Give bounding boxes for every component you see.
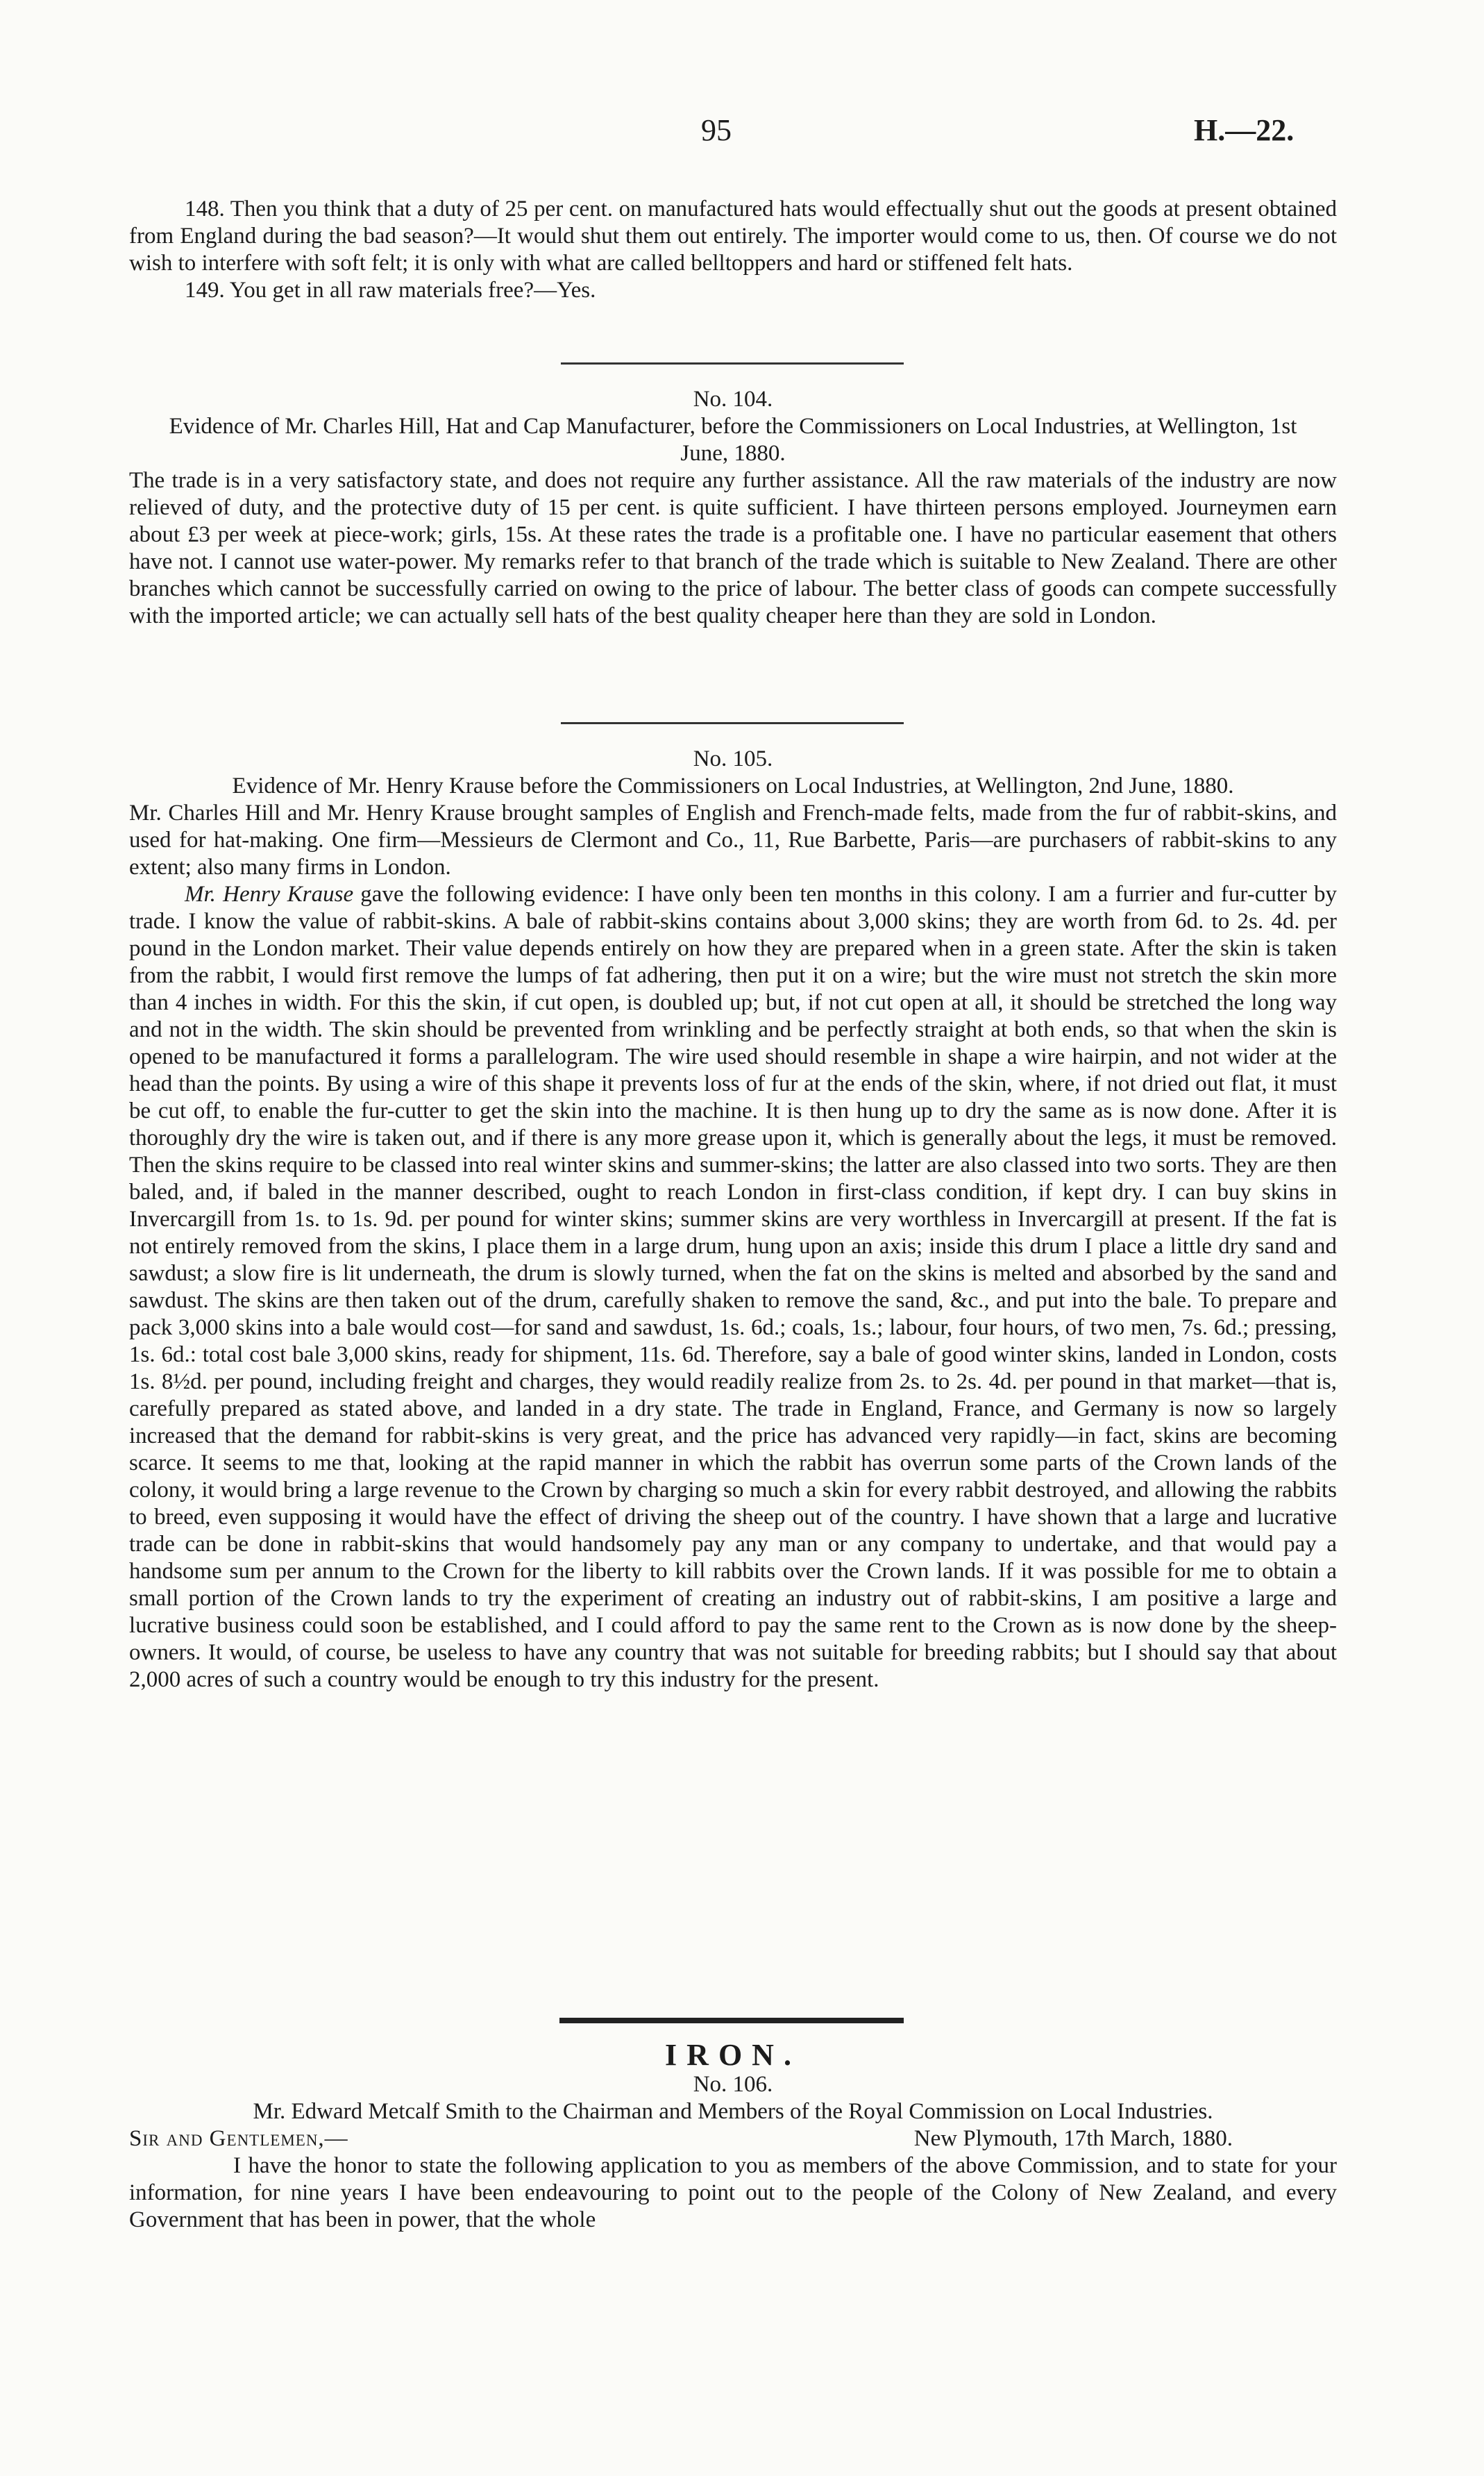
evidence-heading: Evidence of Mr. Henry Krause before the Commissioners on Local Industries, at Wellington, 2nd June, 1880.: [232, 773, 1234, 798]
evidence-number: No. 105.: [693, 746, 773, 771]
letter-number: No. 106.: [693, 2072, 773, 2097]
section-divider: [561, 362, 904, 365]
heavy-divider: [559, 2018, 904, 2023]
place-date: New Plymouth, 17th March, 1880.: [913, 2126, 1233, 2151]
evidence-heading: Evidence of Mr. Charles Hill, Hat and Cap Manufacturer, before the Commissioners on Local Industries, at Wellington, 1st June, 1880.: [169, 414, 1297, 466]
section-divider: [561, 722, 904, 724]
evidence-104: [129, 386, 1337, 630]
evidence-text: gave the following evidence: I have only been ten months in this colony. I am a furrier and fur-cutter by trade. I know the value of rabbit-skins. A bale of rabbit-skins contains about 3,000 skins; they are worth from 6d. to 2s. 4d. per pound in the London market. Their value depends entirely on how they are prepared when in a green state. After the skin is taken from the rabbit, I would first remove the lumps of fat adhering, then put it on a wire; but the wire must not stretch the skin more than 4 inches in width. For this the skin, if cut open, is doubled up; but, if not cut open at all, it should be stretched the long way and not in the width. The skin should be prevented from wrinkling and be perfectly straight at both ends, so that when the skin is opened to be manufactured it forms a parallelogram. The wire used should resemble in shape a wire hairpin, and not wider at the head than the points. By using a wire of this shape it prevents loss of fur at the ends of the skin, where, if not dried out flat, it must be cut off, to enable the fur-cutter to get the skin into the machine. It is then hung up to dry the same as is now done. After it is thoroughly dry the wire is taken out, and if there is any more grease upon it, which is generally about the legs, it must be removed. Then the skins require to be classed into real winter skins and summer-skins; the latter are also classed into two sorts. They are then baled, and, if baled in the manner described, ought to reach London in first-class condition, if kept dry. I can buy skins in Invercargill from 1s. to 1s. 9d. per pound for winter skins; summer skins are very worthless in Invercargill at present. If the fat is not entirely removed from the skins, I place them in a large drum, hung upon an axis; inside this drum I place a little dry sand and sawdust; a slow fire is lit underneath, the drum is slowly turned, when the fat on the skins is melted and absorbed by the sand and sawdust. The skins are then taken out of the drum, carefully shaken to remove the sand, &c., and put into the bale. To prepare and pack 3,000 skins into a bale would cost—for sand and sawdust, 1s. 6d.; coals, 1s.; labour, four hours, of two men, 7s. 6d.; pressing, 1s. 6d.: total cost bale 3,000 skins, ready for shipment, 11s. 6d. Therefore, say a bale of good winter skins, landed in London, costs 1s. 8½d. per pound, including freight and charges, they would readily realize from 2s. to 2s. 4d. per pound in that market—that is, carefully prepared as stated above, and landed in a dry state. The trade in England, France, and Germany is now so largely increased that the demand for rabbit-skins is very great, and the price has advanced very rapidly—in fact, skins are becoming scarce. It seems to me that, looking at the rapid manner in which the rabbit has overrun some parts of the Crown lands of the colony, it would bring a large revenue to the Crown by charging so much a skin for every rabbit destroyed, and allowing the rabbits to breed, even supposing it would have the effect of driving the sheep out of the country. I have shown that a large and lucrative trade can be done in rabbit-skins that would handsomely pay any man or any company to undertake, and that would pay a handsome sum per annum to the Crown for the liberty to kill rabbits over the Crown lands. If it was possible for me to obtain a small portion of the Crown lands to try the experiment of creating an industry out of rabbit-skins, I am positive a large and lucrative business could soon be established, and I could afford to pay the same rent to the Crown as is now done by the sheep-owners. It would, of course, be useless to have any country that was not suitable for breeding rabbits; but I should say that about 2,000 acres of such a country would be enough to try this industry for the present.: [129, 882, 1338, 1692]
salutation: Sir and Gentlemen,—: [129, 2126, 348, 2151]
speaker-name: Mr. Henry Krause: [185, 882, 354, 907]
iron-section: [129, 2038, 1337, 2234]
previous-evidence: [129, 196, 1337, 304]
letter-heading: Mr. Edward Metcalf Smith to the Chairman and Members of the Royal Commission on Local Industries.: [253, 2099, 1213, 2124]
evidence-body: The trade is in a very satisfactory state, and does not require any further assistance. All the raw materials of the industry are now relieved of duty, and the protective duty of 15 per cent. is quite sufficient. I have thirteen persons employed. Journeymen earn about £3 per week at piece-work; girls, 15s. At these rates the trade is a profitable one. I have no particular easement that others have not. I cannot use water-power. My remarks refer to that branch of the trade which is suitable to New Zealand. There are other branches which cannot be successfully carried on owing to the price of labour. The better class of goods can compete successfully with the imported article; we can actually sell hats of the best quality cheaper here than they are sold in London.: [129, 468, 1337, 628]
evidence-number: No. 104.: [693, 387, 773, 412]
question-149: 149. You get in all raw materials free?—Yes.: [185, 278, 596, 303]
document-code: H.—22.: [1194, 113, 1295, 147]
evidence-body: [129, 881, 1337, 1693]
question-148: 148. Then you think that a duty of 25 per cent. on manufactured hats would effectually shut out the goods at present obtained from England during the bad season?—It would shut them out entirely. The importer would come to us, then. Of course we do not wish to interfere with soft felt; it is only with what are called belltoppers and hard or stiffened felt hats.: [129, 196, 1337, 276]
evidence-intro: Mr. Charles Hill and Mr. Henry Krause brought samples of English and French-made felts, made from the fur of rabbit-skins, and used for hat-making. One firm—Messieurs de Clermont and Co., 11, Rue Barbette, Paris—are purchasers of rabbit-skins to any extent; also many firms in London.: [129, 801, 1337, 880]
page-number: 95: [701, 113, 732, 147]
letter-body: I have the honor to state the following application to you as members of the above Commission, and to state for your information, for nine years I have been endeavouring to point out to the people of the Colony of New Zealand, and every Government that has been in power, that the whole: [129, 2153, 1337, 2232]
section-title: IRON.: [665, 2038, 801, 2072]
salutation-line: [129, 2125, 1337, 2152]
evidence-105: [129, 746, 1337, 1693]
